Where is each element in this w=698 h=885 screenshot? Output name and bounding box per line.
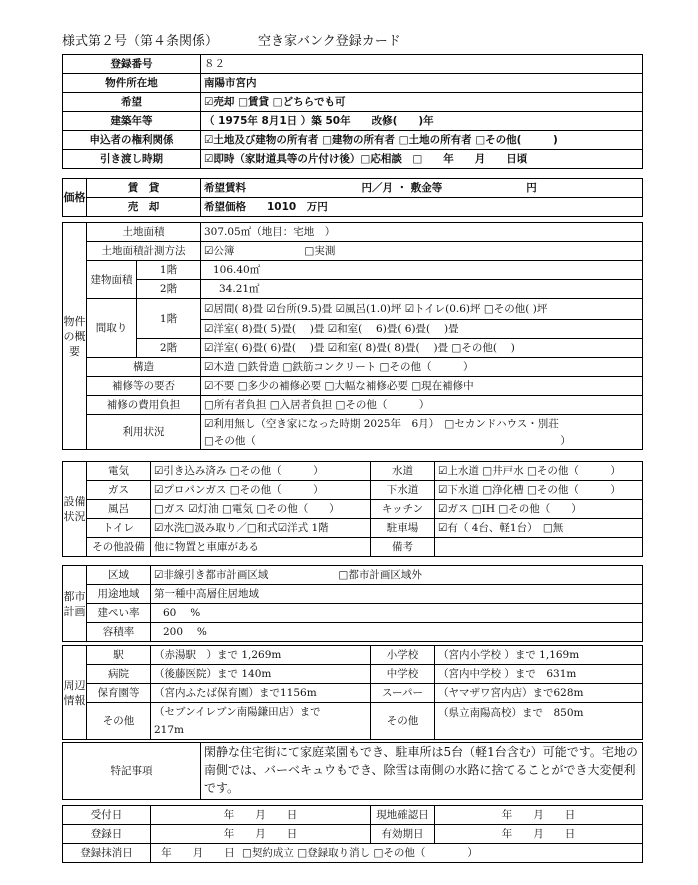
facilities-table (62, 461, 643, 557)
notes-table (62, 742, 643, 800)
usage-label: 利用状況 (87, 415, 201, 450)
zone-label: 区域 (87, 566, 151, 585)
land-method-kobo: ☑公簿 (204, 245, 235, 257)
surroundings-table (62, 645, 643, 740)
overview-table (62, 222, 643, 450)
location-value: 南陽市宮内 (201, 74, 643, 93)
layout-floor2: ☑洋室( 6)畳( 6)畳( )畳 ☑和室( 8)畳( 8)畳( )畳 □その他( ) (201, 339, 643, 358)
other-equip-value: 他に物置と車庫がある (151, 538, 371, 557)
layout-floor1-line2: ☑洋室( 8)畳( 5)畳( )畳 ☑和室( 6)畳( 6)畳( )畳 (201, 320, 643, 339)
super-label: スーパー (371, 684, 435, 703)
bcr-label: 建ぺい率 (87, 604, 151, 623)
form-header (62, 30, 401, 49)
layout-floor1-line1: ☑居間( 8)畳 ☑台所(9.5)畳 ☑風呂(1.0)坪 ☑トイレ(0.6)坪 □その他( )坪 (201, 299, 643, 320)
overview-section-label: 物件の概要 (63, 223, 87, 450)
remarks-label: 備考 (371, 538, 435, 557)
jhs-label: 中学校 (371, 665, 435, 684)
cancel-date-blank: 年 月 日 (161, 847, 235, 859)
bath-label: 風呂 (87, 500, 151, 519)
super-value: （ヤマザワ宮内店）まで628m (435, 684, 643, 703)
building-area-label: 建物面積 (87, 261, 137, 299)
station-label: 駅 (87, 646, 151, 665)
layout-label: 間取り (87, 299, 137, 358)
footer-table (62, 805, 643, 863)
wish-row (63, 93, 643, 112)
other-equip-label: その他設備 (87, 538, 151, 557)
hospital-label: 病院 (87, 665, 151, 684)
handover-value: ☑即時（家財道具等の片付け後）□応相談 □ 年 月 日頃 (201, 150, 643, 169)
bath-value: □ガス ☑灯油 □電気 □その他（ ） (151, 500, 371, 519)
structure-label: 構造 (87, 358, 201, 377)
other-near-label: その他 (87, 703, 151, 740)
wish-value: ☑売却 □賃貸 □どちらでも可 (201, 93, 643, 112)
valid-date-label: 有効期日 (371, 825, 435, 844)
reg-no-value: ８２ (201, 55, 643, 74)
repair-cost-value: □所有者負担 □入居者負担 □その他（ ） (201, 396, 643, 415)
cancel-date-value (151, 844, 643, 863)
sale-value: 希望価格 1010 万円 (201, 198, 643, 217)
layout-floor1-label: 1階 (137, 299, 201, 339)
form-number: 様式第２号（第４条関係） (62, 34, 219, 49)
reg-date-label: 登録日 (63, 825, 151, 844)
hospital-value: （後藤医院）まで 140m (151, 665, 371, 684)
built-value: （ 1975年 8月1日 ）築 50年 改修( )年 (201, 112, 643, 131)
built-row (63, 112, 643, 131)
city-planning-table (62, 565, 643, 642)
rent-label: 賃 貸 (87, 179, 201, 198)
accept-date-label: 受付日 (63, 806, 151, 825)
usage-line2: □その他（ ） (201, 432, 643, 450)
cancel-date-label: 登録抹消日 (63, 844, 151, 863)
price-section-label: 価格 (63, 179, 87, 217)
rights-row (63, 131, 643, 150)
water-value: ☑上水道 □井戸水 □その他（ ） (435, 462, 643, 481)
rights-value: ☑土地及び建物の所有者 □建物の所有者 □土地の所有者 □その他( ) (201, 131, 643, 150)
site-check-value: 年 月 日 (435, 806, 643, 825)
land-method-jissoku: □実測 (304, 245, 336, 257)
floor2-area: 34.21㎡ (201, 280, 643, 299)
rights-label: 申込者の権利関係 (63, 131, 201, 150)
elec-label: 電気 (87, 462, 151, 481)
other-near-right: （県立南陽高校）まで 850m (435, 703, 643, 740)
floor1-label: 1階 (137, 261, 201, 280)
price-table (62, 178, 643, 217)
elec-value: ☑引き込み済み □その他（ ） (151, 462, 371, 481)
layout-floor2-label: 2階 (137, 339, 201, 358)
gas-label: ガス (87, 481, 151, 500)
zone-value (151, 566, 643, 585)
reg-no-label: 登録番号 (63, 55, 201, 74)
bcr-value: 60 % (151, 604, 643, 623)
remarks-value (435, 538, 643, 557)
basic-info-table (62, 54, 643, 169)
land-method-label: 土地面積計測方法 (87, 242, 201, 261)
built-label: 建築年等 (63, 112, 201, 131)
school-value: （宮内小学校 ）まで 1,169m (435, 646, 643, 665)
handover-label: 引き渡し時期 (63, 150, 201, 169)
structure-value: ☑木造 □鉄骨造 □鉄筋コンクリート □その他（ ） (201, 358, 643, 377)
sewer-label: 下水道 (371, 481, 435, 500)
reg-date-value: 年 月 日 (151, 825, 371, 844)
repair-need-value: ☑不要 □多少の補修必要 □大幅な補修必要 □現在補修中 (201, 377, 643, 396)
kitchen-value: ☑ガス □IH □その他（ ） (435, 500, 643, 519)
location-row (63, 74, 643, 93)
reg-no-row (63, 55, 643, 74)
location-label: 物件所在地 (63, 74, 201, 93)
repair-cost-label: 補修の費用負担 (87, 396, 201, 415)
floor2-label: 2階 (137, 280, 201, 299)
city-section-label: 都市計画 (63, 566, 87, 642)
other-near-line2: 217m (151, 721, 371, 740)
zone-outside: □都市計画区域外 (338, 569, 422, 581)
floor1-area: 106.40㎡ (201, 261, 643, 280)
land-method-value (201, 242, 643, 261)
sewer-value: ☑下水道 □浄化槽 □その他（ ） (435, 481, 643, 500)
repair-need-label: 補修等の要否 (87, 377, 201, 396)
cancel-options: □契約成立 □登録取り消し □その他（ ） (242, 847, 478, 859)
land-area-label: 土地面積 (87, 223, 201, 242)
parking-value: ☑有（ 4台、軽1台） □無 (435, 519, 643, 538)
use-district-value: 第一種中高層住居地域 (151, 585, 643, 604)
zone-non-line: ☑非線引き都市計画区域 (154, 569, 269, 581)
notes-text: 閑静な住宅街にて家庭菜園もでき、駐車所は5台（軽1台含む）可能です。宅地の南側では、バーベキュウもでき、除雪は南側の水路に捨てることができ大変便利です。 (201, 743, 643, 800)
sale-label: 売 却 (87, 198, 201, 217)
valid-date-value: 年 月 日 (435, 825, 643, 844)
land-area-value: 307.05㎡（地目：宅地 ） (201, 223, 643, 242)
use-district-label: 用途地域 (87, 585, 151, 604)
facilities-section-label: 設備状況 (63, 462, 87, 557)
toilet-value: ☑水洗□汲み取り／□和式☑洋式 1階 (151, 519, 371, 538)
other-near-label-right: その他 (371, 703, 435, 740)
notes-label: 特記事項 (63, 743, 201, 800)
jhs-value: （宮内中学校 ）まで 631m (435, 665, 643, 684)
station-value: （赤湯駅 ）まで 1,269m (151, 646, 371, 665)
other-near-line1: （セブンイレブン南陽鎌田店）まで (151, 703, 371, 722)
nursery-label: 保育園等 (87, 684, 151, 703)
usage-line1: ☑利用無し（空き家になった時期 2025年 6月） □セカンドハウス・別荘 (201, 415, 643, 433)
far-label: 容積率 (87, 623, 151, 642)
surroundings-section-label: 周辺情報 (63, 646, 87, 740)
nursery-value: （宮内ふたば保育園）まで1156m (151, 684, 371, 703)
rent-value: 希望賃料 円／月 ・ 敷金等 円 (201, 179, 643, 198)
parking-label: 駐車場 (371, 519, 435, 538)
site-check-label: 現地確認日 (371, 806, 435, 825)
accept-date-value: 年 月 日 (151, 806, 371, 825)
kitchen-label: キッチン (371, 500, 435, 519)
handover-row (63, 150, 643, 169)
water-label: 水道 (371, 462, 435, 481)
school-label: 小学校 (371, 646, 435, 665)
far-value: 200 % (151, 623, 643, 642)
form-title: 空き家バンク登録カード (258, 34, 401, 49)
toilet-label: トイレ (87, 519, 151, 538)
wish-label: 希望 (63, 93, 201, 112)
gas-value: ☑プロパンガス □その他（ ） (151, 481, 371, 500)
